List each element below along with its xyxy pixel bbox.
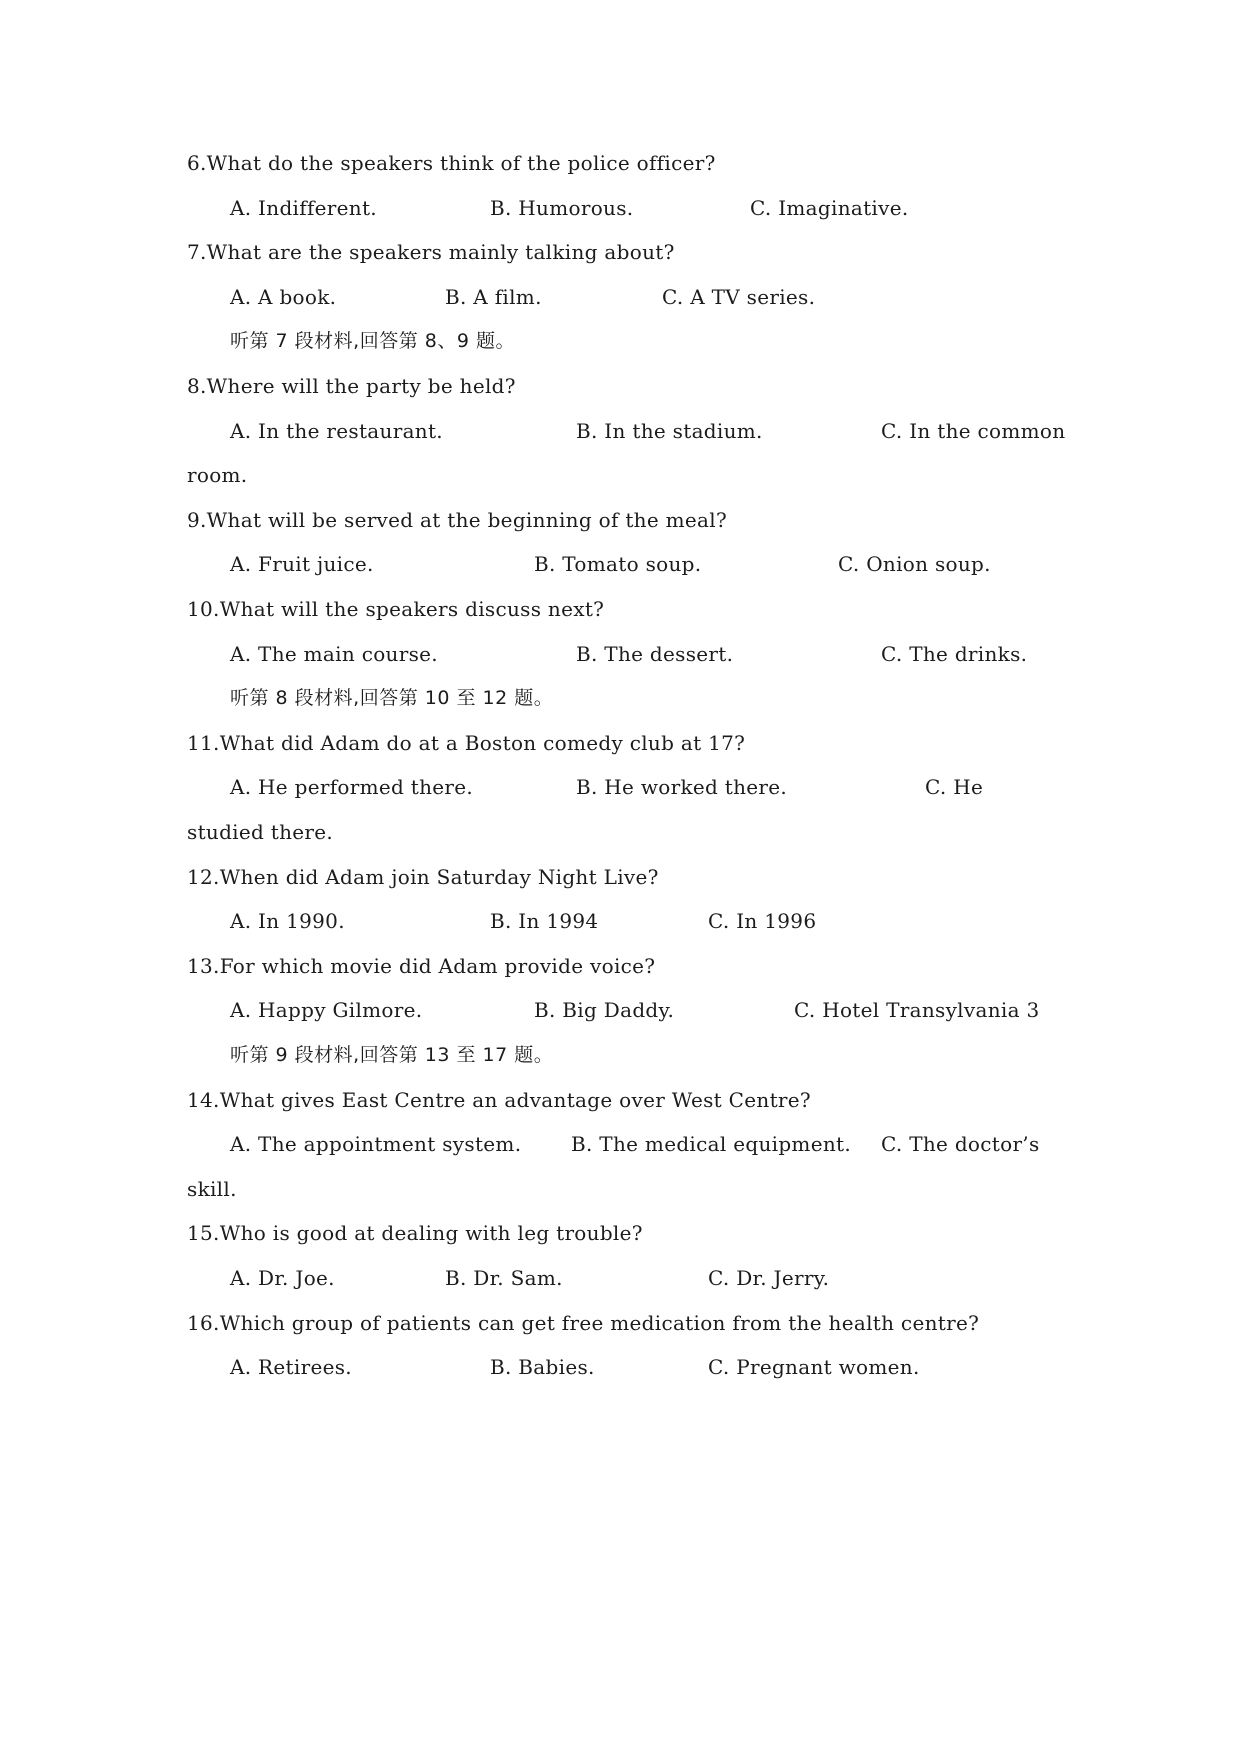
answer-option: B. In the stadium. [576, 419, 763, 443]
answer-option: C. In the common [881, 419, 1066, 443]
answer-option: B. The medical equipment. [571, 1132, 851, 1156]
answer-option: A. A book. [230, 285, 337, 309]
answer-option: A. He performed there. [230, 775, 474, 799]
answer-option: B. Big Daddy. [534, 998, 675, 1022]
answer-option: B. A film. [445, 285, 542, 309]
answer-option: C. A TV series. [662, 285, 816, 309]
answer-option: B. Tomato soup. [534, 552, 702, 576]
answer-option: A. Dr. Joe. [230, 1266, 335, 1290]
answer-option: C. Pregnant women. [708, 1355, 920, 1379]
question-text: 11.What did Adam do at a Boston comedy club at 17? [187, 731, 746, 755]
answer-option: C. He [925, 775, 984, 799]
answer-option: B. Humorous. [490, 196, 634, 220]
answer-option: B. He worked there. [576, 775, 788, 799]
question-text: 15.Who is good at dealing with leg trouble? [187, 1221, 643, 1245]
answer-option: A. Indifferent. [230, 196, 377, 220]
section-instruction: 听第 8 段材料,回答第 10 至 12 题。 [230, 687, 554, 709]
question-text: 10.What will the speakers discuss next? [187, 597, 605, 621]
question-text: 8.Where will the party be held? [187, 374, 516, 398]
answer-option: C. Imaginative. [750, 196, 909, 220]
answer-option: C. The doctor’s [881, 1132, 1040, 1156]
question-text: 6.What do the speakers think of the police officer? [187, 151, 716, 175]
answer-option: C. In 1996 [708, 909, 817, 933]
section-instruction: 听第 9 段材料,回答第 13 至 17 题。 [230, 1044, 554, 1066]
answer-option: C. Hotel Transylvania 3 [794, 998, 1040, 1022]
answer-option: B. Dr. Sam. [445, 1266, 563, 1290]
option-continuation: studied there. [187, 820, 334, 844]
answer-option: B. Babies. [490, 1355, 595, 1379]
option-continuation: skill. [187, 1177, 237, 1201]
question-text: 16.Which group of patients can get free medication from the health centre? [187, 1311, 980, 1335]
answer-option: A. Happy Gilmore. [230, 998, 423, 1022]
question-text: 9.What will be served at the beginning of the meal? [187, 508, 727, 532]
answer-option: A. In the restaurant. [230, 419, 443, 443]
answer-option: A. In 1990. [230, 909, 345, 933]
question-text: 7.What are the speakers mainly talking about? [187, 240, 675, 264]
answer-option: C. Onion soup. [838, 552, 991, 576]
answer-option: A. The main course. [230, 642, 438, 666]
option-continuation: room. [187, 463, 248, 487]
question-text: 13.For which movie did Adam provide voice? [187, 954, 656, 978]
answer-option: C. Dr. Jerry. [708, 1266, 830, 1290]
answer-option: B. The dessert. [576, 642, 734, 666]
answer-option: C. The drinks. [881, 642, 1028, 666]
question-text: 12.When did Adam join Saturday Night Live? [187, 865, 659, 889]
answer-option: B. In 1994 [490, 909, 599, 933]
answer-option: A. Fruit juice. [230, 552, 374, 576]
answer-option: A. The appointment system. [230, 1132, 522, 1156]
question-text: 14.What gives East Centre an advantage over West Centre? [187, 1088, 811, 1112]
answer-option: A. Retirees. [230, 1355, 352, 1379]
section-instruction: 听第 7 段材料,回答第 8、9 题。 [230, 330, 515, 352]
